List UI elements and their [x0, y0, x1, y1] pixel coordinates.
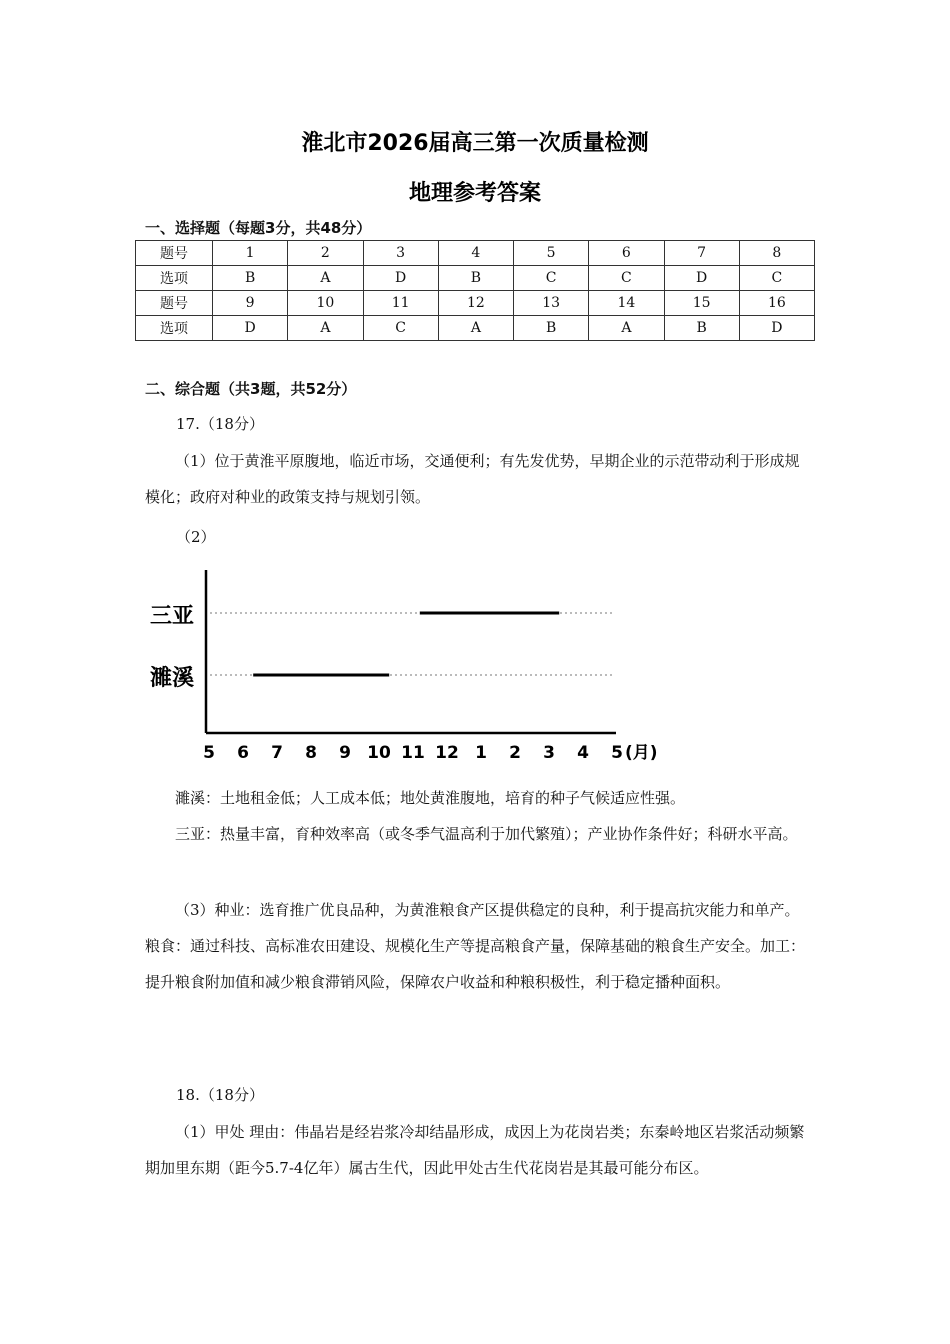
q17-part3: （3）种业：选育推广优良品种，为黄淮粮食产区提供稳定的良种，利于提高抗灾能力和单产。粮食：通过科技、高标准农田建设、规模化生产等提高粮食产量，保障基础的粮食生产安全。加工：提升粮食附加值和减少粮食滞销风险，保障农户收益和种粮积极性，利于稳定播种面积。 [145, 901, 806, 991]
table-cell: 3 [363, 241, 438, 266]
q17-sanya-reason: 三亚：热量丰富，育种效率高（或冬季气温高利于加代繁殖）；产业协作条件好；科研水平高。 [175, 825, 798, 843]
seed-timeline-chart [140, 560, 680, 770]
section-comprehensive-heading: 二、综合题（共3题，共52分） [145, 380, 357, 398]
table-cell: 5 [514, 241, 589, 266]
table-cell: B [514, 316, 589, 341]
page-title: 淮北市2026届高三第一次质量检测 [301, 131, 649, 156]
x-tick-label: 9 [339, 743, 351, 763]
table-cell: C [514, 266, 589, 291]
x-tick-label: 6 [237, 743, 249, 763]
table-cell: 14 [589, 291, 664, 316]
table-row-header: 题号 [136, 241, 213, 266]
q18-heading: 18.（18分） [176, 1086, 264, 1104]
answer-table [135, 240, 815, 341]
table-row [136, 291, 815, 316]
table-cell: B [213, 266, 288, 291]
table-cell: D [363, 266, 438, 291]
table-cell: 7 [664, 241, 739, 266]
table-row-header: 选项 [136, 266, 213, 291]
table-cell: 6 [589, 241, 664, 266]
table-row [136, 241, 815, 266]
x-tick-label: 7 [271, 743, 283, 763]
table-row-header: 题号 [136, 291, 213, 316]
x-tick-label: 5 [611, 743, 623, 763]
table-cell: 13 [514, 291, 589, 316]
x-unit-label: (月) [625, 743, 658, 763]
table-cell: 15 [664, 291, 739, 316]
table-cell: D [739, 316, 814, 341]
q17-part2-label: （2） [176, 528, 216, 546]
table-cell: 10 [288, 291, 363, 316]
x-tick-label: 1 [475, 743, 487, 763]
table-cell: C [739, 266, 814, 291]
table-cell: 4 [438, 241, 513, 266]
table-cell: 8 [739, 241, 814, 266]
table-row [136, 266, 815, 291]
table-cell: 1 [213, 241, 288, 266]
x-tick-label: 12 [435, 743, 459, 763]
x-tick-label: 10 [367, 743, 391, 763]
category-label: 三亚 [150, 604, 195, 629]
q18-part1: （1）甲处 理由：伟晶岩是经岩浆冷却结晶形成，成因上为花岗岩类；东秦岭地区岩浆活动频繁期加里东期（距今5.7-4亿年）属古生代，因此甲处古生代花岗岩是其最可能分布区。 [145, 1123, 805, 1177]
section-choice-heading: 一、选择题（每题3分，共48分） [145, 219, 372, 237]
table-cell: A [288, 266, 363, 291]
table-cell: A [589, 316, 664, 341]
table-cell: D [664, 266, 739, 291]
table-cell: 16 [739, 291, 814, 316]
table-cell: 9 [213, 291, 288, 316]
table-row-header: 选项 [136, 316, 213, 341]
page-subtitle: 地理参考答案 [408, 181, 541, 206]
table-cell: 12 [438, 291, 513, 316]
table-cell: 11 [363, 291, 438, 316]
table-cell: C [363, 316, 438, 341]
x-tick-label: 5 [203, 743, 215, 763]
table-cell: A [438, 316, 513, 341]
x-tick-label: 3 [543, 743, 555, 763]
x-tick-label: 4 [577, 743, 589, 763]
x-tick-label: 2 [509, 743, 521, 763]
x-tick-label: 8 [305, 743, 317, 763]
q17-weixi-reason: 濉溪：土地租金低；人工成本低；地处黄淮腹地，培育的种子气候适应性强。 [175, 789, 686, 807]
table-cell: A [288, 316, 363, 341]
table-cell: C [589, 266, 664, 291]
table-cell: D [213, 316, 288, 341]
table-cell: B [664, 316, 739, 341]
q17-heading: 17.（18分） [176, 415, 264, 433]
category-label: 濉溪 [150, 666, 195, 691]
table-cell: B [438, 266, 513, 291]
table-row [136, 316, 815, 341]
x-tick-label: 11 [401, 743, 425, 763]
q17-part1: （1）位于黄淮平原腹地，临近市场，交通便利；有先发优势，早期企业的示范带动利于形成规模化；政府对种业的政策支持与规划引领。 [145, 452, 800, 506]
table-cell: 2 [288, 241, 363, 266]
